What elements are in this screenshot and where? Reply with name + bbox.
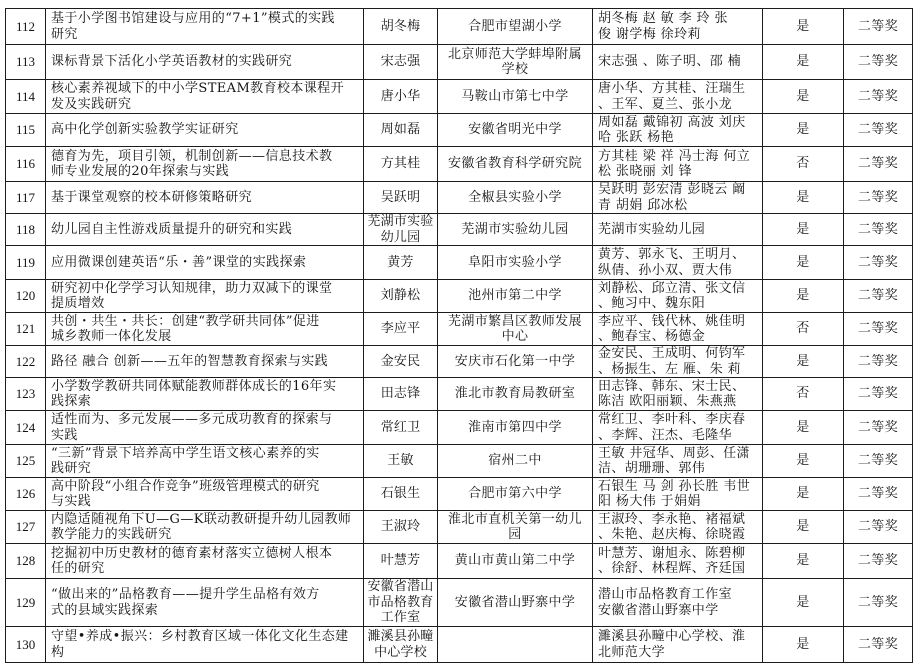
row-number: 120 xyxy=(6,280,46,313)
table-row xyxy=(6,627,913,663)
unit-line: 马鞍山市第七中学 xyxy=(461,88,569,104)
members-line: 、朱艳、赵庆梅、徐晓霞 xyxy=(598,527,746,542)
title-line: 共创・共生・共长：创建“教学研共同体”促进 xyxy=(51,313,320,329)
members-cell xyxy=(593,579,763,627)
lead-line: 工作室 xyxy=(380,610,421,626)
table-row xyxy=(6,478,913,511)
table-row xyxy=(6,214,913,246)
title-line: 与实践 xyxy=(51,494,92,509)
unit-cell xyxy=(438,378,593,411)
table-row xyxy=(6,147,913,182)
lead-line: 常红卫 xyxy=(380,419,421,435)
award-cell: 二等奖 xyxy=(844,214,913,246)
members-cell xyxy=(593,45,763,80)
members-line: 潜山市品格教育工作室 xyxy=(598,587,733,602)
title-line: 小学数学教研共同体赋能教师群体成长的16年实 xyxy=(51,378,337,394)
members-line: 石银生 马 剑 孙长胜 韦世 xyxy=(598,478,751,494)
lead-line: 安徽省潜山 xyxy=(367,579,434,595)
lead-cell xyxy=(364,45,438,80)
award-cell: 二等奖 xyxy=(844,445,913,478)
unit-line: 芜湖市实验幼儿园 xyxy=(461,221,569,237)
project-title-cell xyxy=(46,214,364,246)
project-title-cell xyxy=(46,280,364,313)
project-title-cell xyxy=(46,114,364,147)
table-row xyxy=(6,246,913,280)
title-line: 践探索 xyxy=(51,394,92,409)
members-cell xyxy=(593,478,763,511)
row-number: 121 xyxy=(6,313,46,346)
flag-cell: 是 xyxy=(763,478,844,511)
table-row xyxy=(6,346,913,378)
members-line: 周如磊 戴锦初 高波 刘庆 xyxy=(598,114,746,130)
award-cell: 二等奖 xyxy=(844,346,913,378)
unit-line: 淮北市教育局教研室 xyxy=(454,386,576,402)
table-row xyxy=(6,411,913,445)
members-line: 阳 杨大伟 于娟娟 xyxy=(598,494,701,509)
members-cell xyxy=(593,445,763,478)
unit-cell xyxy=(438,579,593,627)
lead-line: 唐小华 xyxy=(380,88,421,104)
project-title-cell xyxy=(46,147,364,182)
award-cell: 二等奖 xyxy=(844,313,913,346)
table-row xyxy=(6,80,913,114)
row-number: 116 xyxy=(6,147,46,182)
members-line: 方其桂 梁 祥 冯士海 何立 xyxy=(598,148,751,164)
unit-cell xyxy=(438,9,593,45)
unit-line: 安徽省潜山野寨中学 xyxy=(454,594,576,610)
members-cell xyxy=(593,114,763,147)
unit-cell xyxy=(438,627,593,663)
award-cell: 二等奖 xyxy=(844,147,913,182)
unit-line: 宿州二中 xyxy=(488,453,542,469)
title-line: 守望•养成•振兴：乡村教育区域一体化文化生态建 xyxy=(51,629,349,644)
unit-line: 淮南市第四中学 xyxy=(468,419,562,435)
members-line: 、鲍春宝、杨德金 xyxy=(598,329,706,344)
row-number: 125 xyxy=(6,445,46,478)
members-line: 宋志强 、陈子明、邵 楠 xyxy=(598,54,742,70)
project-title-cell xyxy=(46,313,364,346)
project-title-cell xyxy=(46,511,364,544)
lead-cell xyxy=(364,544,438,579)
flag-cell: 是 xyxy=(763,579,844,627)
title-line: 应用微课创建英语“乐・善”课堂的实践探索 xyxy=(51,254,307,270)
title-line: 师专业发展的20年探索与实践 xyxy=(51,164,230,179)
members-line: 金安民、王成明、何钧军 xyxy=(598,346,746,361)
members-line: 濉溪县孙疃中心学校、淮 xyxy=(598,629,746,644)
members-line: 李应平、钱代林、姚佳明 xyxy=(598,313,746,329)
title-line: 教学能力的实践研究 xyxy=(51,527,172,542)
flag-cell: 是 xyxy=(763,182,844,214)
flag-cell: 是 xyxy=(763,9,844,45)
project-title-cell xyxy=(46,182,364,214)
members-cell xyxy=(593,9,763,45)
project-title-cell xyxy=(46,478,364,511)
members-cell xyxy=(593,411,763,445)
table-row xyxy=(6,280,913,313)
lead-cell xyxy=(364,280,438,313)
lead-line: 吴跃明 xyxy=(380,189,421,205)
members-line: 纵倩、孙小双、贾大伟 xyxy=(598,262,733,278)
project-title-cell xyxy=(46,411,364,445)
project-title-cell xyxy=(46,445,364,478)
lead-line: 周如磊 xyxy=(380,122,421,138)
unit-line: 安徽省明光中学 xyxy=(468,122,562,138)
members-line: 刘静松、邱立清、张文信 xyxy=(598,280,746,296)
award-cell: 二等奖 xyxy=(844,114,913,147)
unit-line: 合肥市第六中学 xyxy=(468,486,562,502)
flag-cell: 是 xyxy=(763,445,844,478)
members-line: 叶慧芳、谢旭永、陈碧柳 xyxy=(598,545,746,561)
title-line: 高中阶段“小组合作竞争”班级管理模式的研究 xyxy=(51,478,320,494)
members-cell xyxy=(593,313,763,346)
project-title-cell xyxy=(46,346,364,378)
unit-cell xyxy=(438,182,593,214)
title-line: 基于小学图书馆建设与应用的“7+1”模式的实践 xyxy=(51,11,335,26)
row-number: 113 xyxy=(6,45,46,80)
title-line: 实践 xyxy=(51,427,78,443)
award-cell: 二等奖 xyxy=(844,280,913,313)
flag-cell: 否 xyxy=(763,313,844,346)
lead-cell xyxy=(364,214,438,246)
row-number: 117 xyxy=(6,182,46,214)
members-line: 芜湖市实验幼儿园 xyxy=(598,221,706,237)
members-cell xyxy=(593,627,763,663)
award-cell: 二等奖 xyxy=(844,511,913,544)
lead-line: 胡冬梅 xyxy=(380,18,421,34)
title-line: 路径 融合 创新——五年的智慧教育探索与实践 xyxy=(51,353,329,369)
unit-cell xyxy=(438,147,593,182)
lead-line: 王敏 xyxy=(387,453,414,469)
award-cell: 二等奖 xyxy=(844,627,913,663)
row-number: 115 xyxy=(6,114,46,147)
project-title-cell xyxy=(46,627,364,663)
members-line: 胡冬梅 赵 敏 李 玲 张 xyxy=(598,11,728,26)
title-line: 幼儿园自主性游戏质量提升的研究和实践 xyxy=(51,221,293,237)
flag-cell: 是 xyxy=(763,280,844,313)
unit-cell xyxy=(438,214,593,246)
row-number: 130 xyxy=(6,627,46,663)
lead-line: 李应平 xyxy=(380,321,421,337)
lead-cell xyxy=(364,114,438,147)
lead-line: 芜湖市实验 xyxy=(367,214,434,229)
title-line: 践研究 xyxy=(51,461,92,476)
unit-line: 学校 xyxy=(501,62,529,77)
title-line: 核心素养视域下的中小学STEAM教育校本课程开 xyxy=(51,81,344,96)
lead-cell xyxy=(364,511,438,544)
unit-cell xyxy=(438,544,593,579)
members-cell xyxy=(593,346,763,378)
flag-cell: 是 xyxy=(763,411,844,445)
title-line: 高中化学创新实验教学实证研究 xyxy=(51,122,239,138)
lead-cell xyxy=(364,80,438,114)
project-title-cell xyxy=(46,9,364,45)
table-row xyxy=(6,445,913,478)
members-line: 吴跃明 彭宏清 彭晓云 阚 xyxy=(598,182,746,197)
members-line: 哈 张跃 杨艳 xyxy=(598,130,675,145)
lead-line: 刘静松 xyxy=(380,288,421,304)
unit-line: 全椒县实验小学 xyxy=(468,189,562,205)
members-cell xyxy=(593,511,763,544)
award-cell: 二等奖 xyxy=(844,579,913,627)
table-row xyxy=(6,511,913,544)
unit-line: 合肥市望湖小学 xyxy=(468,18,562,34)
award-cell: 二等奖 xyxy=(844,45,913,80)
title-line: 提质增效 xyxy=(51,296,105,311)
flag-cell: 是 xyxy=(763,214,844,246)
row-number: 129 xyxy=(6,579,46,627)
awards-table xyxy=(5,8,913,663)
members-line: 、鲍习中、魏东阳 xyxy=(598,296,706,311)
unit-cell xyxy=(438,511,593,544)
members-cell xyxy=(593,147,763,182)
unit-line: 安庆市石化第一中学 xyxy=(454,353,576,369)
members-cell xyxy=(593,182,763,214)
table-row xyxy=(6,378,913,411)
flag-cell: 是 xyxy=(763,511,844,544)
unit-line: 池州市第二中学 xyxy=(468,288,562,304)
title-line: 式的县域实践探索 xyxy=(51,602,159,618)
members-line: 、王军、夏兰、张小龙 xyxy=(598,96,733,112)
lead-cell xyxy=(364,579,438,627)
flag-cell: 是 xyxy=(763,45,844,80)
unit-line: 芜湖市繁昌区教师发展 xyxy=(447,313,582,329)
unit-cell xyxy=(438,45,593,80)
title-line: 适性而为、多元发展——多元成功教育的探索与 xyxy=(51,412,333,427)
unit-cell xyxy=(438,411,593,445)
unit-line: 黄山市黄山第二中学 xyxy=(454,553,576,569)
members-cell xyxy=(593,280,763,313)
unit-line: 安徽省教育科学研究院 xyxy=(447,156,582,172)
lead-cell xyxy=(364,9,438,45)
unit-cell xyxy=(438,445,593,478)
title-line: 课标背景下活化小学英语教材的实践研究 xyxy=(51,54,293,70)
members-line: 田志锋、韩东、宋士民、 xyxy=(598,378,746,394)
lead-cell xyxy=(364,411,438,445)
lead-line: 濉溪县孙疃 xyxy=(367,629,434,644)
unit-line: 中心 xyxy=(501,329,529,344)
row-number: 123 xyxy=(6,378,46,411)
title-line: 基于课堂观察的校本研修策略研究 xyxy=(51,189,253,205)
title-line: 任的研究 xyxy=(51,561,105,576)
award-cell: 二等奖 xyxy=(844,411,913,445)
project-title-cell xyxy=(46,45,364,80)
title-line: 构 xyxy=(51,644,65,660)
members-line: 黄芳、郭永飞、王明月、 xyxy=(598,247,746,262)
award-cell: 二等奖 xyxy=(844,246,913,280)
unit-cell xyxy=(438,80,593,114)
lead-cell xyxy=(364,246,438,280)
row-number: 119 xyxy=(6,246,46,280)
members-cell xyxy=(593,80,763,114)
members-line: 、杨振生、左 雁、朱 莉 xyxy=(598,361,742,377)
members-line: 王淑玲、李永艳、褚福斌 xyxy=(598,511,746,527)
table-row xyxy=(6,45,913,80)
table-row xyxy=(6,544,913,579)
project-title-cell xyxy=(46,378,364,411)
table-row xyxy=(6,579,913,627)
table-row xyxy=(6,114,913,147)
lead-line: 叶慧芳 xyxy=(380,553,421,569)
members-line: 青 胡娟 邱冰松 xyxy=(598,197,688,213)
award-cell: 二等奖 xyxy=(844,544,913,579)
title-line: “三新”背景下培养高中学生语文核心素养的实 xyxy=(51,445,320,461)
flag-cell: 是 xyxy=(763,544,844,579)
award-cell: 二等奖 xyxy=(844,378,913,411)
members-line: 安徽省潜山野寨中学 xyxy=(598,602,719,618)
table-row xyxy=(6,313,913,346)
lead-line: 市品格教育 xyxy=(367,594,434,610)
members-cell xyxy=(593,544,763,579)
lead-cell xyxy=(364,445,438,478)
flag-cell: 是 xyxy=(763,114,844,147)
lead-line: 王淑玲 xyxy=(380,519,421,535)
flag-cell: 否 xyxy=(763,147,844,182)
unit-cell xyxy=(438,346,593,378)
unit-cell xyxy=(438,313,593,346)
members-cell xyxy=(593,214,763,246)
title-line: 挖掘初中历史教材的德育素材落实立德树人根本 xyxy=(51,545,333,561)
row-number: 128 xyxy=(6,544,46,579)
unit-cell xyxy=(438,246,593,280)
unit-cell xyxy=(438,478,593,511)
row-number: 114 xyxy=(6,80,46,114)
project-title-cell xyxy=(46,246,364,280)
lead-line: 幼儿园 xyxy=(380,229,421,245)
award-cell: 二等奖 xyxy=(844,478,913,511)
unit-line: 北京师范大学蚌埠附属 xyxy=(447,46,582,62)
title-line: 发及实践研究 xyxy=(51,96,132,112)
table-row xyxy=(6,9,913,45)
members-line: 俊 谢学梅 徐玲莉 xyxy=(598,26,701,42)
project-title-cell xyxy=(46,544,364,579)
members-line: 、徐舒、林程辉、齐廷国 xyxy=(598,561,746,576)
award-cell: 二等奖 xyxy=(844,182,913,214)
unit-line: 阜阳市实验小学 xyxy=(468,254,562,270)
lead-line: 中心学校 xyxy=(374,644,427,660)
lead-line: 方其桂 xyxy=(380,156,421,172)
unit-cell xyxy=(438,114,593,147)
lead-line: 田志锋 xyxy=(380,386,421,402)
row-number: 112 xyxy=(6,9,46,45)
title-line: 城乡教师一体化发展 xyxy=(51,329,172,344)
award-cell: 二等奖 xyxy=(844,9,913,45)
row-number: 118 xyxy=(6,214,46,246)
lead-cell xyxy=(364,147,438,182)
flag-cell: 是 xyxy=(763,80,844,114)
lead-cell xyxy=(364,378,438,411)
title-line: 内隐适随视角下U—G—K联动教研提升幼儿园教师 xyxy=(51,511,352,527)
row-number: 124 xyxy=(6,411,46,445)
members-cell xyxy=(593,378,763,411)
lead-line: 黄芳 xyxy=(387,254,414,270)
lead-line: 石银生 xyxy=(380,486,421,502)
row-number: 122 xyxy=(6,346,46,378)
flag-cell: 是 xyxy=(763,246,844,280)
lead-cell xyxy=(364,182,438,214)
lead-cell xyxy=(364,627,438,663)
unit-cell xyxy=(438,280,593,313)
members-cell xyxy=(593,246,763,280)
project-title-cell xyxy=(46,80,364,114)
row-number: 126 xyxy=(6,478,46,511)
lead-cell xyxy=(364,478,438,511)
lead-cell xyxy=(364,346,438,378)
members-line: 唐小华、方其桂、汪瑞生 xyxy=(598,81,746,96)
award-cell: 二等奖 xyxy=(844,80,913,114)
flag-cell: 否 xyxy=(763,378,844,411)
title-line: 德育为先，项目引领，机制创新——信息技术教 xyxy=(51,148,333,164)
flag-cell: 是 xyxy=(763,346,844,378)
members-line: 松 张晓丽 刘 锋 xyxy=(598,164,692,179)
project-title-cell xyxy=(46,579,364,627)
unit-line: 园 xyxy=(508,527,522,542)
row-number: 127 xyxy=(6,511,46,544)
members-line: 王敏 井冠华、周彭、任潇 xyxy=(598,445,750,461)
title-line: 研究 xyxy=(51,26,78,42)
members-line: 常红卫、李叶科、李庆春 xyxy=(598,412,746,427)
members-line: 北师范大学 xyxy=(598,644,666,660)
unit-line: 淮北市直机关第一幼儿 xyxy=(447,511,582,527)
lead-line: 金安民 xyxy=(380,353,421,369)
title-line: “做出来的”品格教育——提升学生品格有效方 xyxy=(51,587,320,602)
lead-cell xyxy=(364,313,438,346)
members-line: 、李辉、汪杰、毛隆华 xyxy=(598,427,733,443)
members-line: 洁、胡珊珊、郭伟 xyxy=(598,461,706,476)
lead-line: 宋志强 xyxy=(380,54,421,70)
table-row xyxy=(6,182,913,214)
members-line: 陈洁 欧阳丽颖、朱燕燕 xyxy=(598,394,737,409)
flag-cell: 是 xyxy=(763,627,844,663)
title-line: 研究初中化学学习认知规律，助力双减下的课堂 xyxy=(51,280,333,296)
